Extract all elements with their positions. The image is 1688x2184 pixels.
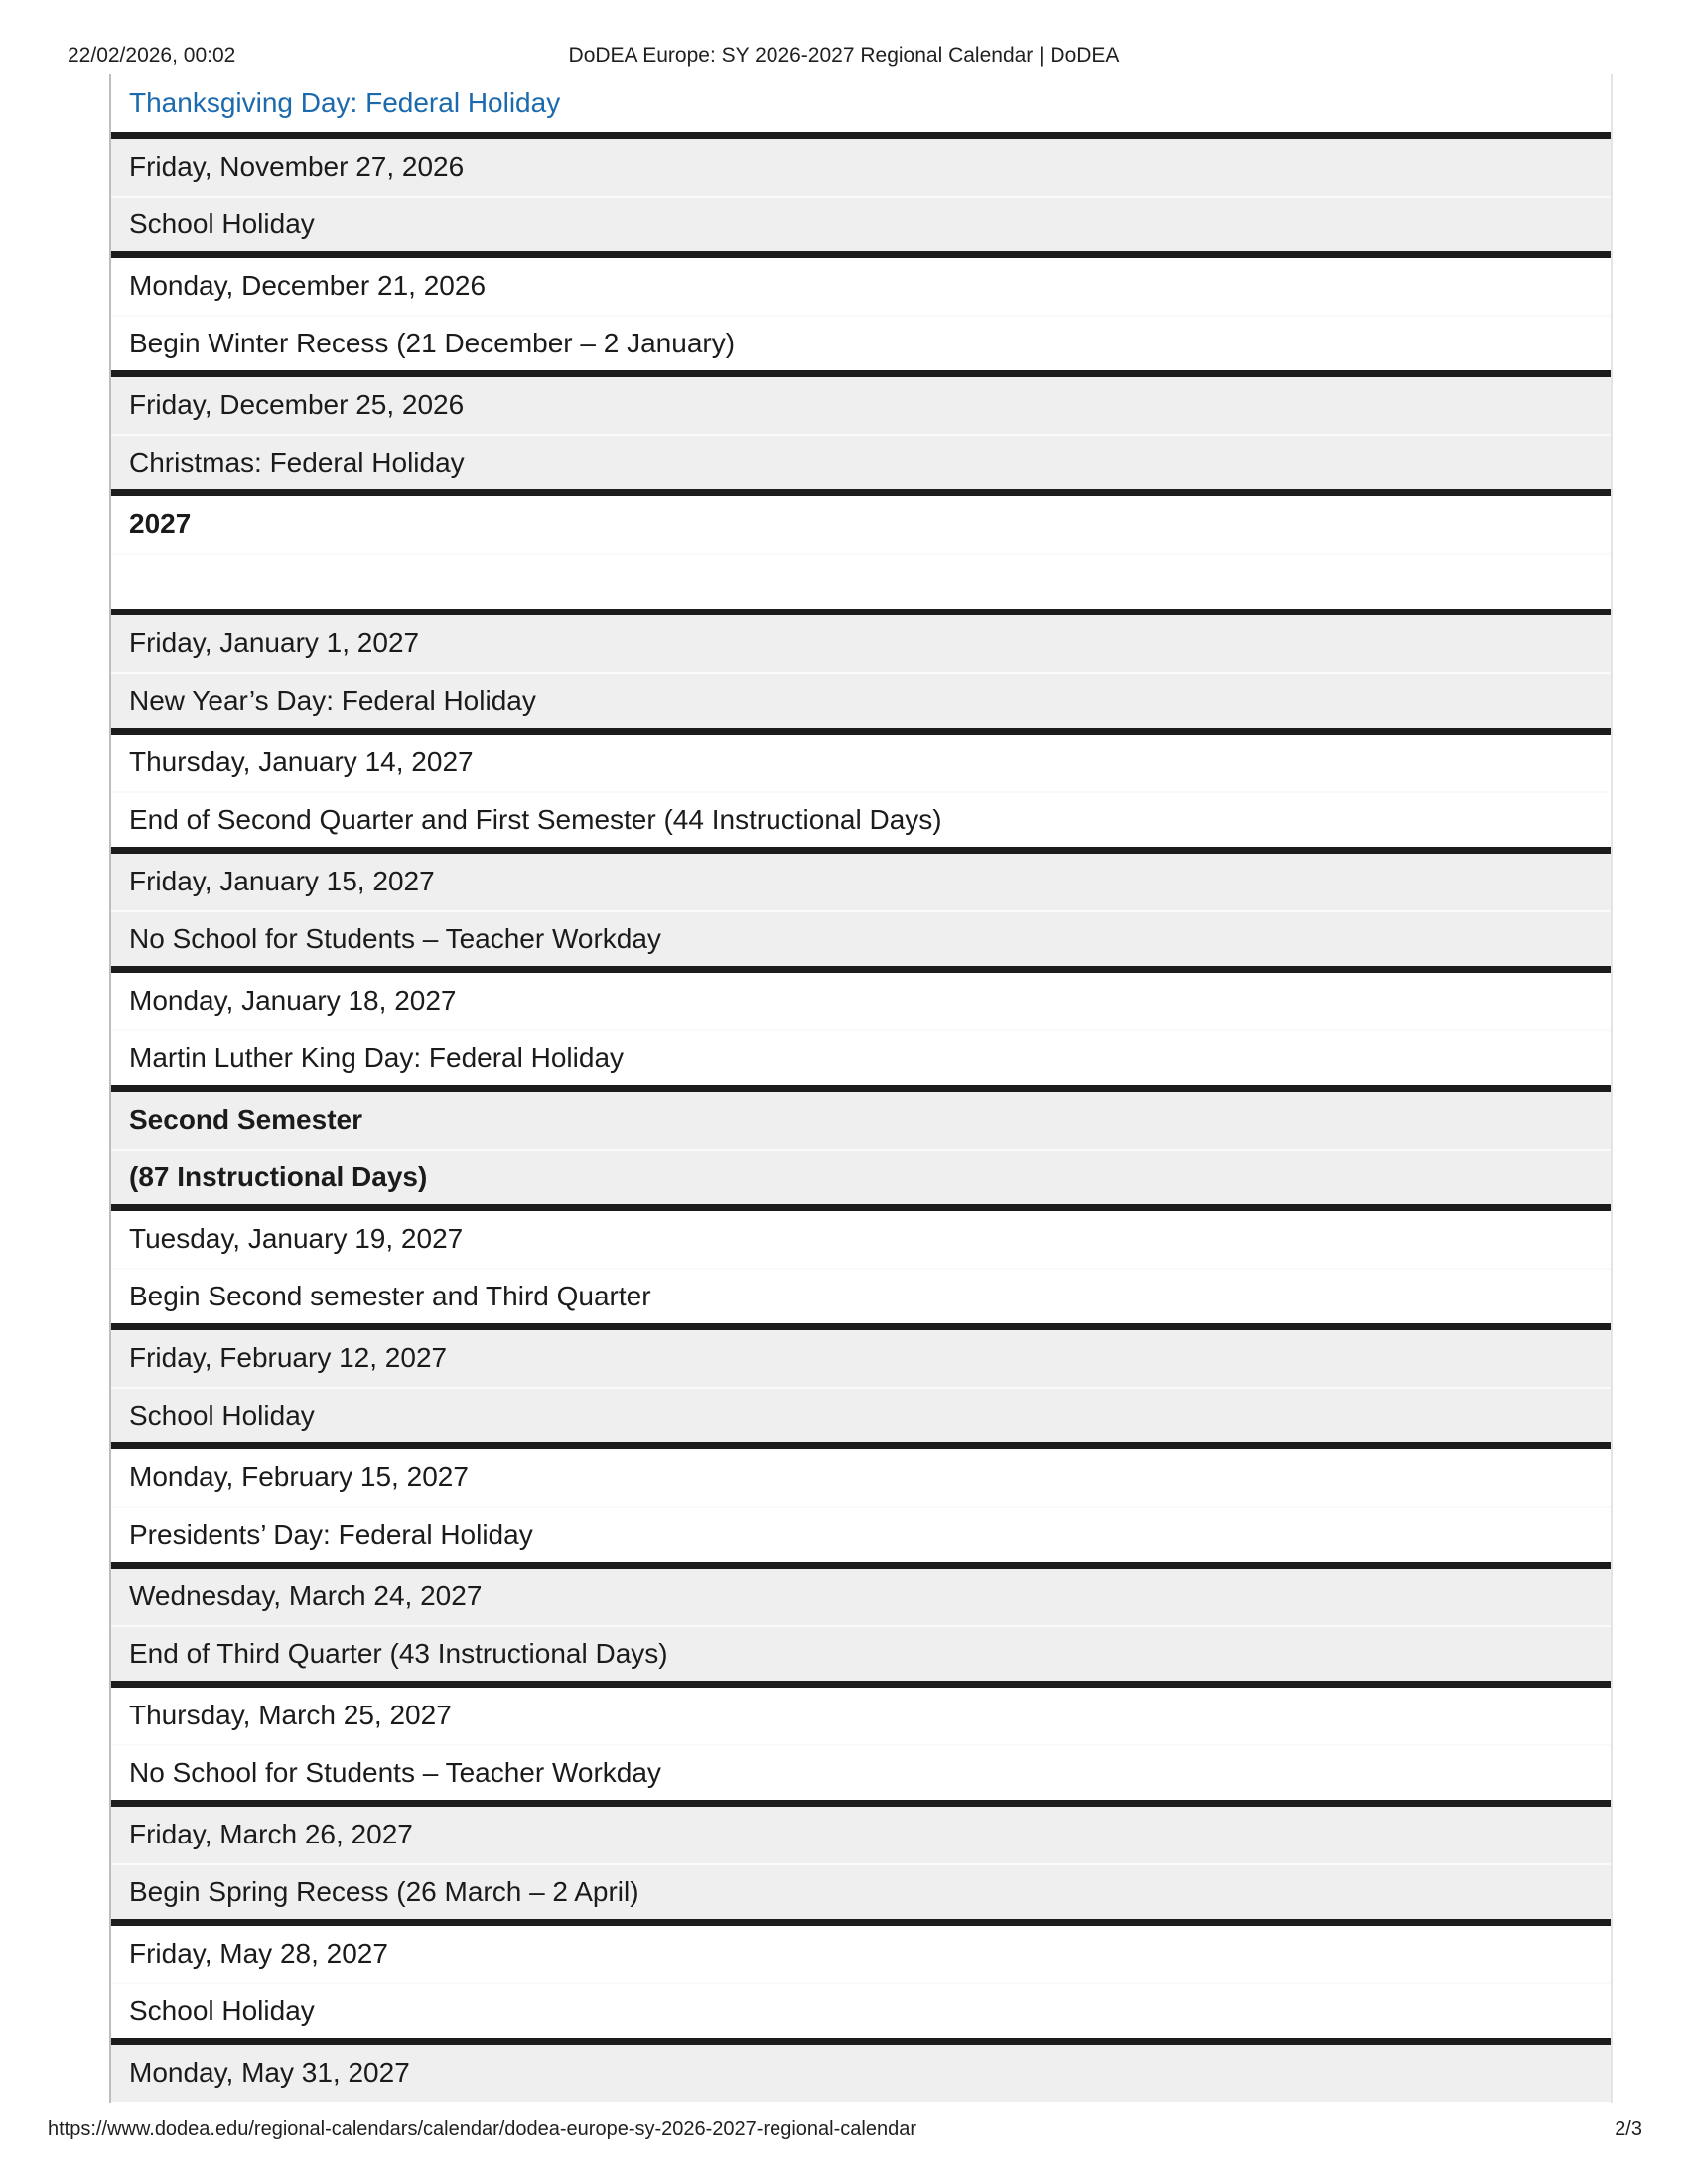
print-url: https://www.dodea.edu/regional-calendars/calendar/dodea-europe-sy-2026-2027-regional-calendar — [48, 2118, 916, 2140]
page-indicator: 2/3 — [1615, 2118, 1642, 2140]
event-text: End of Third Quarter (43 Instructional Days) — [129, 1637, 668, 1669]
event-cell — [111, 910, 1611, 967]
date-text: Friday, March 26, 2027 — [129, 1819, 413, 1850]
calendar-entry — [111, 1211, 1611, 1323]
date-cell — [111, 615, 1611, 672]
block-separator — [111, 1085, 1611, 1092]
date-text: 2027 — [129, 508, 192, 540]
calendar-entry — [111, 854, 1611, 966]
block-separator — [111, 1800, 1611, 1807]
date-cell — [111, 496, 1611, 553]
event-text: End of Second Quarter and First Semester (44 Instructional Days) — [129, 803, 942, 835]
date-text: Second Semester — [129, 1104, 362, 1136]
block-separator — [111, 609, 1611, 615]
block-separator — [111, 1681, 1611, 1688]
event-cell — [111, 315, 1611, 371]
date-cell — [111, 973, 1611, 1029]
calendar-entry — [111, 496, 1611, 609]
calendar-entry — [111, 377, 1611, 489]
date-cell — [111, 1688, 1611, 1744]
event-cell — [111, 1029, 1611, 1086]
block-separator — [111, 1323, 1611, 1330]
block-separator — [111, 1204, 1611, 1211]
print-footer — [0, 2118, 1688, 2144]
print-header — [0, 44, 1688, 69]
event-text: School Holiday — [129, 207, 315, 239]
block-separator — [111, 1919, 1611, 1926]
block-separator — [111, 251, 1611, 258]
event-text: School Holiday — [129, 1399, 315, 1431]
date-text: Monday, December 21, 2026 — [129, 270, 487, 302]
continued-event-row — [111, 74, 1611, 132]
date-text: Friday, December 25, 2026 — [129, 389, 465, 421]
calendar-entry — [111, 2045, 1611, 2102]
date-cell — [111, 1211, 1611, 1268]
event-text: School Holiday — [129, 1994, 315, 2026]
block-separator — [111, 966, 1611, 973]
date-cell — [111, 1569, 1611, 1625]
calendar-entry — [111, 258, 1611, 370]
date-text: Monday, February 15, 2027 — [129, 1461, 469, 1493]
date-cell — [111, 1449, 1611, 1506]
event-text: Begin Second semester and Third Quarter — [129, 1280, 651, 1311]
block-separator — [111, 1442, 1611, 1449]
event-text: Begin Spring Recess (26 March – 2 April) — [129, 1875, 639, 1907]
event-cell — [111, 1744, 1611, 1801]
date-cell — [111, 854, 1611, 910]
date-cell — [111, 1092, 1611, 1149]
print-datetime: 22/02/2026, 00:02 — [68, 44, 236, 67]
date-text: Tuesday, January 19, 2027 — [129, 1223, 464, 1255]
block-separator — [111, 728, 1611, 735]
block-separator — [111, 489, 1611, 496]
print-title: DoDEA Europe: SY 2026-2027 Regional Calendar | DoDEA — [568, 44, 1120, 67]
event-cell — [111, 1625, 1611, 1682]
calendar-entry — [111, 1330, 1611, 1442]
date-text: Friday, January 1, 2027 — [129, 627, 420, 659]
event-cell — [111, 1506, 1611, 1563]
calendar-table — [109, 74, 1613, 2103]
event-cell — [111, 1387, 1611, 1443]
date-cell — [111, 735, 1611, 791]
event-text: No School for Students – Teacher Workday — [129, 922, 661, 954]
event-cell — [111, 672, 1611, 729]
event-cell — [111, 553, 1611, 610]
event-text: Presidents’ Day: Federal Holiday — [129, 1518, 533, 1550]
date-cell — [111, 1926, 1611, 1982]
date-text: Friday, May 28, 2027 — [129, 1938, 388, 1970]
calendar-entry — [111, 1569, 1611, 1681]
block-separator — [111, 370, 1611, 377]
date-text: Monday, January 18, 2027 — [129, 985, 457, 1017]
event-text: Christmas: Federal Holiday — [129, 446, 465, 478]
calendar-entry — [111, 139, 1611, 251]
calendar-blocks — [111, 132, 1611, 2102]
event-link[interactable]: Thanksgiving Day: Federal Holiday — [129, 87, 561, 118]
date-cell — [111, 258, 1611, 315]
date-text: Thursday, January 14, 2027 — [129, 747, 474, 778]
block-separator — [111, 132, 1611, 139]
event-cell — [111, 196, 1611, 252]
event-cell — [111, 791, 1611, 848]
date-text: Thursday, March 25, 2027 — [129, 1700, 452, 1731]
date-text: Friday, February 12, 2027 — [129, 1342, 448, 1374]
date-cell — [111, 1330, 1611, 1387]
event-cell — [111, 1982, 1611, 2039]
calendar-entry — [111, 735, 1611, 847]
event-text: (87 Instructional Days) — [129, 1160, 428, 1192]
event-cell — [111, 1268, 1611, 1324]
calendar-entry — [111, 973, 1611, 1085]
date-cell — [111, 1807, 1611, 1863]
date-text: Monday, May 31, 2027 — [129, 2057, 410, 2089]
event-cell — [111, 1863, 1611, 1920]
event-text: Begin Winter Recess (21 December – 2 January) — [129, 327, 736, 358]
date-text: Wednesday, March 24, 2027 — [129, 1580, 483, 1612]
date-cell — [111, 139, 1611, 196]
event-text: Martin Luther King Day: Federal Holiday — [129, 1041, 625, 1073]
calendar-entry — [111, 615, 1611, 728]
date-text: Friday, November 27, 2026 — [129, 151, 465, 183]
calendar-entry — [111, 1092, 1611, 1204]
event-cell — [111, 1149, 1611, 1205]
calendar-entry — [111, 1926, 1611, 2038]
event-cell — [111, 434, 1611, 490]
event-text: No School for Students – Teacher Workday — [129, 1756, 661, 1788]
date-text: Friday, January 15, 2027 — [129, 866, 435, 897]
block-separator — [111, 1562, 1611, 1569]
block-separator — [111, 2038, 1611, 2045]
calendar-entry — [111, 1688, 1611, 1800]
block-separator — [111, 847, 1611, 854]
date-cell — [111, 377, 1611, 434]
event-text: New Year’s Day: Federal Holiday — [129, 684, 536, 716]
calendar-entry — [111, 1449, 1611, 1562]
calendar-entry — [111, 1807, 1611, 1919]
date-cell — [111, 2045, 1611, 2102]
